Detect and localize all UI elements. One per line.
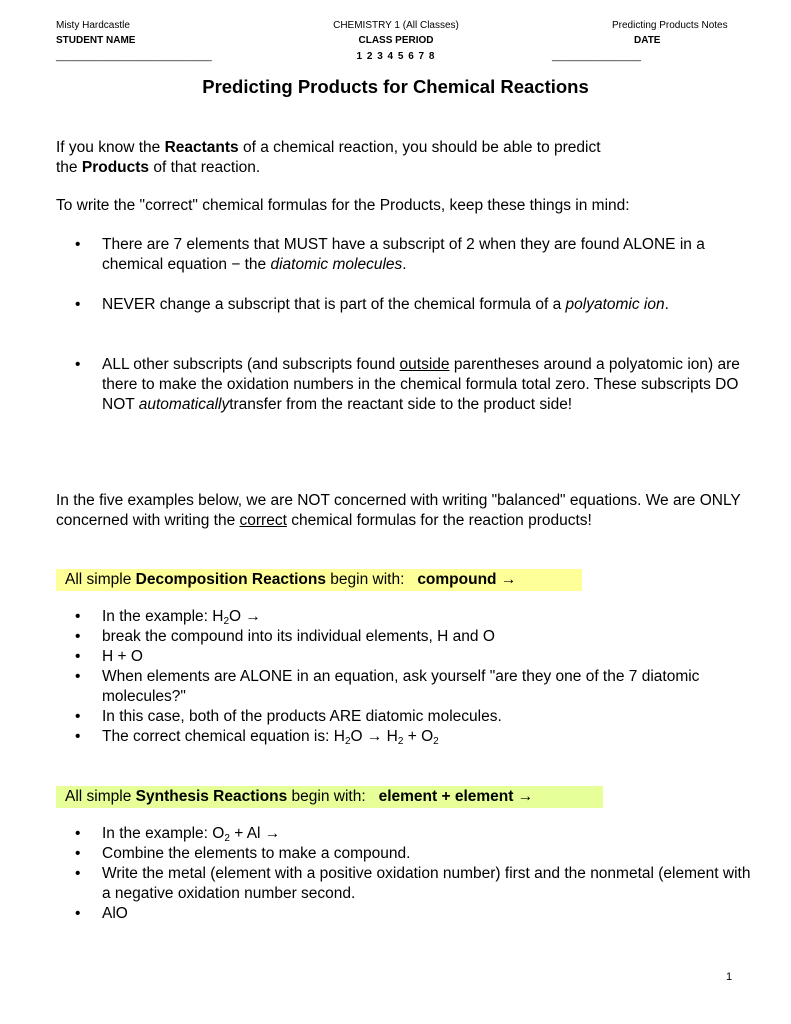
page-number: 1 (726, 971, 733, 983)
bullet-icon: • (75, 608, 81, 625)
synthesis-step: • Combine the elements to make a compound. (75, 845, 411, 862)
student-name-line: ____________________________ (56, 51, 212, 62)
author-name: Misty Hardcastle (56, 20, 130, 31)
class-period-options: 1 2 3 4 5 6 7 8 (356, 51, 436, 62)
decomposition-step: • When elements are ALONE in an equation, ask yourself "are they one of the 7 diatomic molecules?" (75, 668, 700, 705)
decomposition-example: • In the example: $H_2O$ → (75, 608, 261, 627)
document-label: Predicting Products Notes (612, 20, 728, 31)
date-label: DATE (634, 35, 661, 46)
decomposition-equation: • The correct chemical equation is: $H_2O \to H_2 + O_2$ (75, 728, 439, 747)
synthesis-heading: All simple Synthesis Reactions begin with: element + element → (56, 786, 603, 808)
bullet-icon: • (75, 865, 81, 882)
decomposition-step: • H + O (75, 648, 143, 665)
bullet-icon: • (75, 236, 81, 253)
course-name: CHEMISTRY 1 (All Classes) (333, 20, 459, 31)
intro-paragraph: If you know the Reactants of a chemical reaction, you should be able to predict the Products of that reaction. (56, 139, 601, 176)
rule-item: • ALL other subscripts (and subscripts found outside parentheses around a polyatomic ion) are there to make the oxidation numbers in the chemical formula total zero. These subscripts DO NOT automaticallytransfer from the reactant side to the product side! (75, 356, 740, 413)
bullet-icon: • (75, 845, 81, 862)
synthesis-step: • Write the metal (element with a positive oxidation number) first and the nonmetal (element with a negative oxidation number second. (75, 865, 751, 902)
bullet-icon: • (75, 905, 81, 922)
synthesis-example: • In the example: $O_2 + Al$ → (75, 825, 281, 844)
bullet-icon: • (75, 296, 81, 313)
bullet-icon: • (75, 825, 81, 842)
bullet-icon: • (75, 628, 81, 645)
student-name-label: STUDENT NAME (56, 35, 136, 46)
decomposition-heading: All simple Decomposition Reactions begin with: compound → (56, 569, 582, 591)
class-period-label: CLASS PERIOD (358, 35, 434, 46)
decomposition-step: • In this case, both of the products ARE diatomic molecules. (75, 708, 502, 725)
instructions-paragraph: To write the "correct" chemical formulas for the Products, keep these things in mind: (56, 197, 630, 214)
bullet-icon: • (75, 648, 81, 665)
examples-intro-paragraph: In the five examples below, we are NOT concerned with writing "balanced" equations. We are ONLY concerned with writing the correct chemical formulas for the reaction products! (56, 492, 741, 529)
date-line: ________________ (552, 51, 641, 62)
rule-item: • There are 7 elements that MUST have a subscript of 2 when they are found ALONE in a chemical equation − the diatomic molecules. (75, 236, 705, 273)
bullet-icon: • (75, 728, 81, 745)
bullet-icon: • (75, 356, 81, 373)
decomposition-step: • break the compound into its individual elements, H and O (75, 628, 495, 645)
bullet-icon: • (75, 668, 81, 685)
bullet-icon: • (75, 708, 81, 725)
synthesis-step: • AlO (75, 905, 128, 922)
rule-item: • NEVER change a subscript that is part of the chemical formula of a polyatomic ion. (75, 296, 669, 313)
page-title: Predicting Products for Chemical Reactions (202, 76, 589, 97)
